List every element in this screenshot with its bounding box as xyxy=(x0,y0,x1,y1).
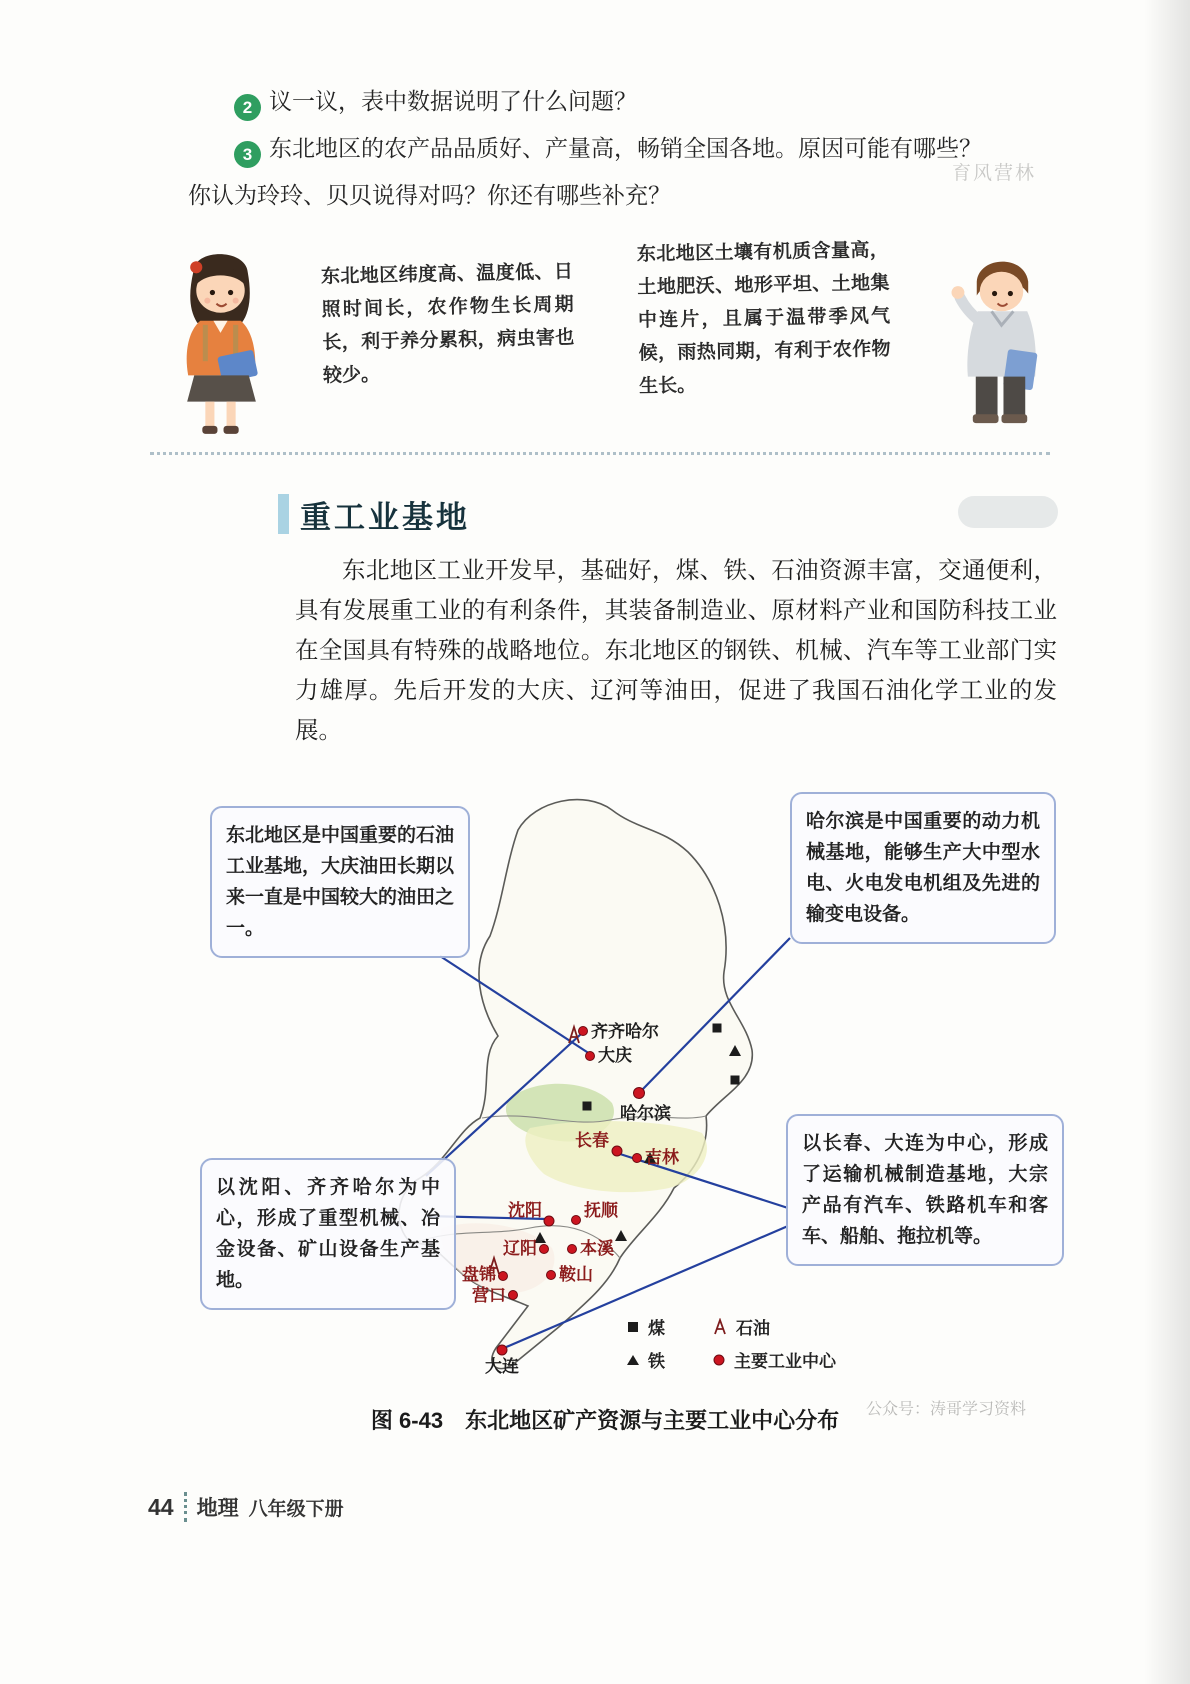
girl-illustration-svg xyxy=(162,240,280,442)
decor-cloud xyxy=(958,496,1058,528)
question-3 xyxy=(188,125,1068,172)
boy-illustration xyxy=(942,246,1060,434)
coal-icon xyxy=(731,1076,740,1085)
city-dot xyxy=(497,1345,507,1355)
girl-illustration xyxy=(162,240,280,442)
figure-6-43 xyxy=(150,788,1060,1400)
city-label: 长春 xyxy=(575,1131,609,1150)
legend-coal-label: 煤 xyxy=(648,1319,665,1338)
city-dot xyxy=(634,1088,645,1099)
city-dot xyxy=(499,1272,508,1281)
legend-iron-label: 铁 xyxy=(648,1352,665,1371)
city-label: 营口 xyxy=(472,1286,506,1305)
watermark-bottom: 公众号：涛哥学习资料 xyxy=(866,1401,1027,1418)
city-dot xyxy=(612,1146,622,1156)
question-3-text: 东北地区的农产品品质好、产量高，畅销全国各地。原因可能有哪些？ xyxy=(269,135,982,161)
city-label: 抚顺 xyxy=(584,1201,618,1220)
footer-subject: 地理 xyxy=(196,1497,239,1520)
city-label: 大连 xyxy=(485,1357,519,1376)
legend-coal xyxy=(626,1314,712,1339)
city-dot xyxy=(544,1216,554,1226)
coal-icon xyxy=(713,1024,722,1033)
question-3-number-icon: 3 xyxy=(234,141,261,168)
city-dot xyxy=(540,1245,549,1254)
city-dot xyxy=(572,1216,581,1225)
page-number: 44 xyxy=(148,1493,174,1520)
city-label: 本溪 xyxy=(580,1239,614,1258)
callout-harbin: 哈尔滨是中国重要的动力机械基地，能够生产大中型水电、火电发电机组及先进的输变电设备。 xyxy=(790,792,1056,944)
questions-block xyxy=(188,78,1068,219)
section-title: 重工业基地 xyxy=(300,500,470,535)
city-dot xyxy=(509,1291,518,1300)
section-accent-bar xyxy=(278,494,289,534)
legend-iron xyxy=(626,1347,712,1372)
boy-speech-bubble: 东北地区土壤有机质含量高，土地肥沃、地形平坦、土地集中连片，且属于温带季风气候，雨热同期，有利于农作物生长。 xyxy=(636,239,891,398)
city-label: 吉林 xyxy=(645,1148,679,1167)
city-label: 鞍山 xyxy=(559,1265,593,1284)
legend-industrial-center xyxy=(712,1347,882,1372)
callout-changchun-dalian: 以长春、大连为中心，形成了运输机械制造基地，大宗产品有汽车、铁路机车和客车、船舶、拖拉机等。 xyxy=(786,1114,1064,1266)
city-label: 齐齐哈尔 xyxy=(591,1022,659,1041)
city-label: 大庆 xyxy=(598,1046,632,1065)
city-label: 辽阳 xyxy=(503,1239,537,1258)
footer-separator xyxy=(184,1492,187,1522)
industrial-center-icon xyxy=(712,1353,726,1367)
legend-industrial-center-label: 主要工业中心 xyxy=(734,1352,836,1371)
city-label: 哈尔滨 xyxy=(620,1104,671,1123)
city-label: 沈阳 xyxy=(508,1201,542,1220)
city-dot xyxy=(547,1271,556,1280)
callout-oil-base: 东北地区是中国重要的石油工业基地，大庆油田长期以来一直是中国较大的油田之一。 xyxy=(210,806,470,958)
legend-oil xyxy=(712,1314,882,1339)
girl-speech-bubble: 东北地区纬度高、温度低、日照时间长，农作物生长周期长，利于养分累积，病虫害也较少。 xyxy=(320,261,575,387)
coal-icon xyxy=(583,1102,592,1111)
callout-shenyang-qiqihar: 以沈阳、齐齐哈尔为中心，形成了重型机械、冶金设备、矿山设备生产基地。 xyxy=(200,1158,456,1310)
legend-oil-label: 石油 xyxy=(736,1319,770,1338)
question-2-text: 议一议，表中数据说明了什么问题？ xyxy=(269,88,637,114)
city-dot xyxy=(633,1154,642,1163)
city-label: 盘锦 xyxy=(462,1265,496,1284)
page-footer xyxy=(148,1492,344,1522)
iron-icon xyxy=(626,1353,640,1367)
city-dot xyxy=(568,1245,577,1254)
coal-icon xyxy=(626,1320,640,1334)
watermark-top: 育风营林 xyxy=(952,163,1037,184)
map-legend xyxy=(626,1314,882,1372)
dotted-divider xyxy=(150,452,1050,455)
city-dot xyxy=(579,1027,588,1036)
boy-illustration-svg xyxy=(942,246,1060,434)
question-2 xyxy=(188,78,1068,125)
city-dot xyxy=(586,1052,595,1061)
oil-icon xyxy=(712,1318,728,1336)
question-2-number-icon: 2 xyxy=(234,94,261,121)
figure-caption: 图 6-43 东北地区矿产资源与主要工业中心分布 xyxy=(370,1408,840,1433)
section-paragraph: 东北地区工业开发早，基础好，煤、铁、石油资源丰富，交通便利，具有发展重工业的有利条件，其装备制造业、原材料产业和国防科技工业在全国具有特殊的战略地位。东北地区的钢铁、机械、汽车等工业部门实力雄厚。先后开发的大庆、辽河等油田，促进了我国石油化学工业的发展。 xyxy=(295,557,1057,743)
footer-volume: 八年级下册 xyxy=(248,1498,344,1520)
question-3-continued: 你认为玲玲、贝贝说得对吗？你还有哪些补充？ xyxy=(188,182,671,208)
